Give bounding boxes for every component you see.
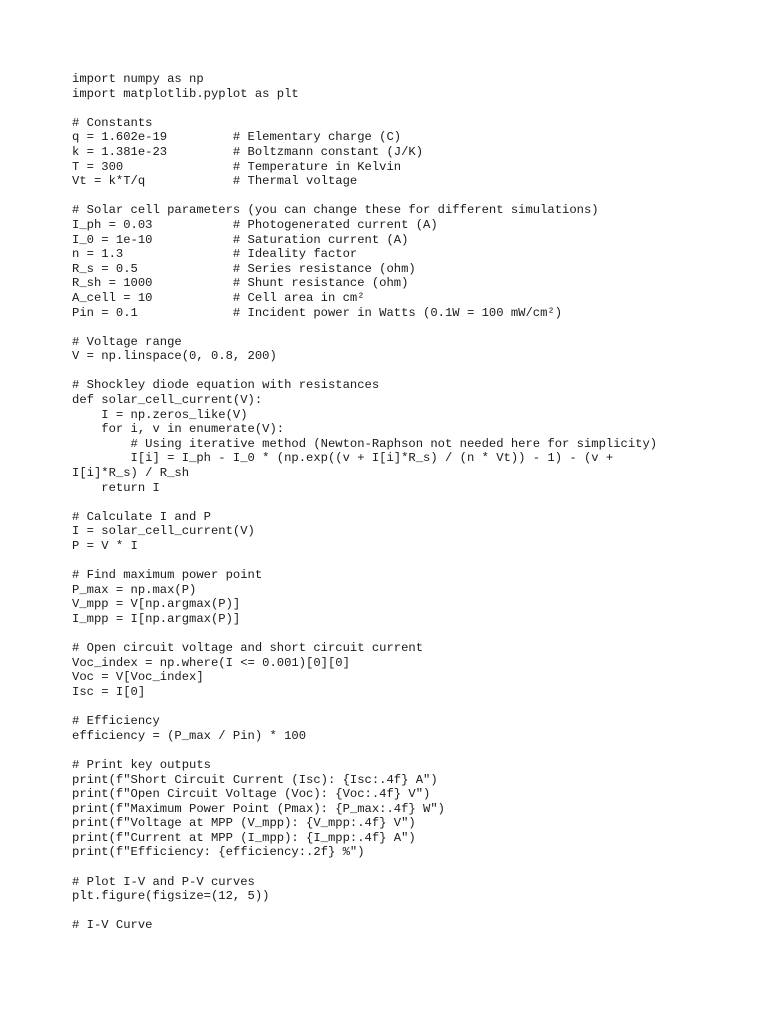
code-line: n = 1.3 # Ideality factor (72, 247, 358, 262)
code-line: I = solar_cell_current(V) (72, 524, 255, 539)
code-line: # Print key outputs (72, 757, 211, 772)
code-line: V = np.linspace(0, 0.8, 200) (72, 349, 277, 364)
code-line: print(f"Efficiency: {efficiency:.2f} %") (72, 845, 365, 860)
code-line: R_s = 0.5 # Series resistance (ohm) (72, 261, 416, 276)
blank-line (72, 860, 732, 875)
code-line: Isc = I[0] (72, 684, 146, 699)
code-listing (72, 72, 732, 933)
code-line: import numpy as np (72, 72, 204, 86)
code-line: # Constants (72, 115, 153, 130)
code-line: I_mpp = I[np.argmax(P)] (72, 611, 241, 626)
code-line: for i, v in enumerate(V): (72, 422, 285, 437)
code-line: # Calculate I and P (72, 509, 211, 524)
code-line: Voc = V[Voc_index] (72, 670, 204, 685)
code-line: I_0 = 1e-10 # Saturation current (A) (72, 232, 409, 247)
blank-line (72, 700, 732, 715)
blank-line (72, 320, 732, 335)
code-line: Pin = 0.1 # Incident power in Watts (0.1W = 100 mW/cm²) (72, 305, 563, 320)
blank-line (72, 743, 732, 758)
code-line: print(f"Open Circuit Voltage (Voc): {Voc:.4f} V") (72, 787, 431, 802)
code-line: # Plot I-V and P-V curves (72, 874, 255, 889)
code-line: print(f"Maximum Power Point (Pmax): {P_max:.4f} W") (72, 801, 445, 816)
code-line: k = 1.381e-23 # Boltzmann constant (J/K) (72, 144, 424, 159)
code-line: # Solar cell parameters (you can change these for different simulations) (72, 203, 599, 218)
code-line: T = 300 # Temperature in Kelvin (72, 159, 402, 174)
blank-line (72, 904, 732, 919)
code-line: import matplotlib.pyplot as plt (72, 86, 299, 101)
blank-line (72, 554, 732, 569)
code-line: return I (72, 480, 160, 495)
blank-line (72, 101, 732, 116)
code-line: I = np.zeros_like(V) (72, 407, 248, 422)
code-line: R_sh = 1000 # Shunt resistance (ohm) (72, 276, 409, 291)
code-line: efficiency = (P_max / Pin) * 100 (72, 728, 307, 743)
code-line: # I-V Curve (72, 918, 153, 933)
code-line: # Shockley diode equation with resistances (72, 378, 380, 393)
blank-line (72, 364, 732, 379)
code-line: A_cell = 10 # Cell area in cm² (72, 290, 365, 305)
code-line: I_ph = 0.03 # Photogenerated current (A) (72, 217, 438, 232)
code-line: V_mpp = V[np.argmax(P)] (72, 597, 241, 612)
code-line: Vt = k*T/q # Thermal voltage (72, 174, 358, 189)
blank-line (72, 495, 732, 510)
blank-line (72, 627, 732, 642)
code-line: q = 1.602e-19 # Elementary charge (C) (72, 130, 402, 145)
code-line: # Efficiency (72, 714, 160, 729)
code-line: # Open circuit voltage and short circuit current (72, 641, 424, 656)
code-line: # Voltage range (72, 334, 182, 349)
code-line: I[i]*R_s) / R_sh (72, 466, 190, 481)
code-line: def solar_cell_current(V): (72, 393, 263, 408)
code-line: # Using iterative method (Newton-Raphson not needed here for simplicity) (72, 436, 658, 451)
code-line: plt.figure(figsize=(12, 5)) (72, 889, 270, 904)
code-line: P_max = np.max(P) (72, 582, 197, 597)
code-line: print(f"Voltage at MPP (V_mpp): {V_mpp:.4f} V") (72, 816, 416, 831)
blank-line (72, 189, 732, 204)
code-line: P = V * I (72, 539, 138, 553)
code-line: print(f"Short Circuit Current (Isc): {Isc:.4f} A") (72, 772, 438, 787)
code-line: print(f"Current at MPP (I_mpp): {I_mpp:.4f} A") (72, 830, 416, 845)
code-line: Voc_index = np.where(I <= 0.001)[0][0] (72, 655, 350, 670)
code-line: I[i] = I_ph - I_0 * (np.exp((v + I[i]*R_s) / (n * Vt)) - 1) - (v + (72, 451, 614, 466)
code-line: # Find maximum power point (72, 568, 263, 583)
